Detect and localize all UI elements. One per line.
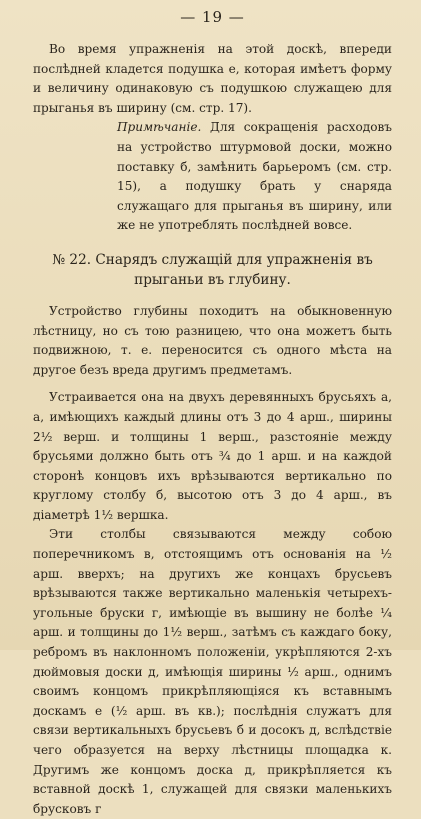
paragraph-gap bbox=[33, 380, 392, 388]
paragraph-board-cushion: Во время упражненія на этой доскѣ, впереди послѣдней кладется подушка е, которая имѣетъ форму и величину одинаковую съ подушкою служащею для прыганья въ ширину (см. стр. 17). bbox=[33, 42, 392, 115]
paragraph-construction: Устраивается она на двухъ деревянныхъ брусьяхъ а, а, имѣющихъ каждый длины отъ 3 до 4 арш., ширины 2½ верш. и толщины 1 верш., разстояніе между брусьями должно быть отъ ¾ до 1 арш. и на каждой сторонѣ концовъ ихъ врѣзываются вертикально по круглому столбу б, высотою отъ 3 до 4 арш., въ діаметрѣ 1½ вершка. bbox=[33, 390, 392, 522]
note-text: Для сокращенія расходовъ на устройство штурмовой доски, можно поставку б, замѣнить барьеромъ (см. стр. 15), а подушку брать у снаряда служащаго для прыганья въ ширину, или же не употреблять послѣдней вовсе. bbox=[117, 120, 392, 233]
note-label: Примѣчаніе. bbox=[117, 120, 202, 135]
paragraph-depth-intro: Устройство глубины походитъ на обыкновенную лѣстницу, но съ тою разницею, что она можетъ быть подвижною, т. е. переносится съ одного мѣста на другое безъ вреда другимъ предметамъ. bbox=[33, 303, 392, 377]
note-paragraph bbox=[117, 118, 392, 236]
paragraph-posts: Эти столбы связываются между собою поперечникомъ в, отстоящимъ отъ основанія на ½ арш. вверхъ; на другихъ же концахъ брусьевъ врѣзываются также вертикально маленькія четырехъ-угольные бруски г, имѣющіе въ вышину не болѣе ¼ арш. и толщины до 1½ верш., затѣмъ съ каждаго боку, ребромъ въ наклонномъ положеніи, укрѣпляются 2-хъ дюймовыя доски д, имѣющія ширины ½ арш., однимъ своимъ концомъ прикрѣпляющіяся къ вставнымъ доскамъ е (½ арш. въ кв.); послѣднія служатъ для связи вертикальныхъ брусьевъ б и досокъ д, вслѣдствіе чего образуется на верху лѣстницы площадка к. Другимъ же концомъ доска д, прикрѣпляется къ вставной доскѣ 1, служащей для связки маленькихъ брусковъ г bbox=[33, 527, 392, 816]
page-number: — 19 — bbox=[180, 8, 245, 26]
section-title: № 22. Снарядъ служащій для упражненія въ прыганьи въ глубину. bbox=[52, 251, 373, 288]
